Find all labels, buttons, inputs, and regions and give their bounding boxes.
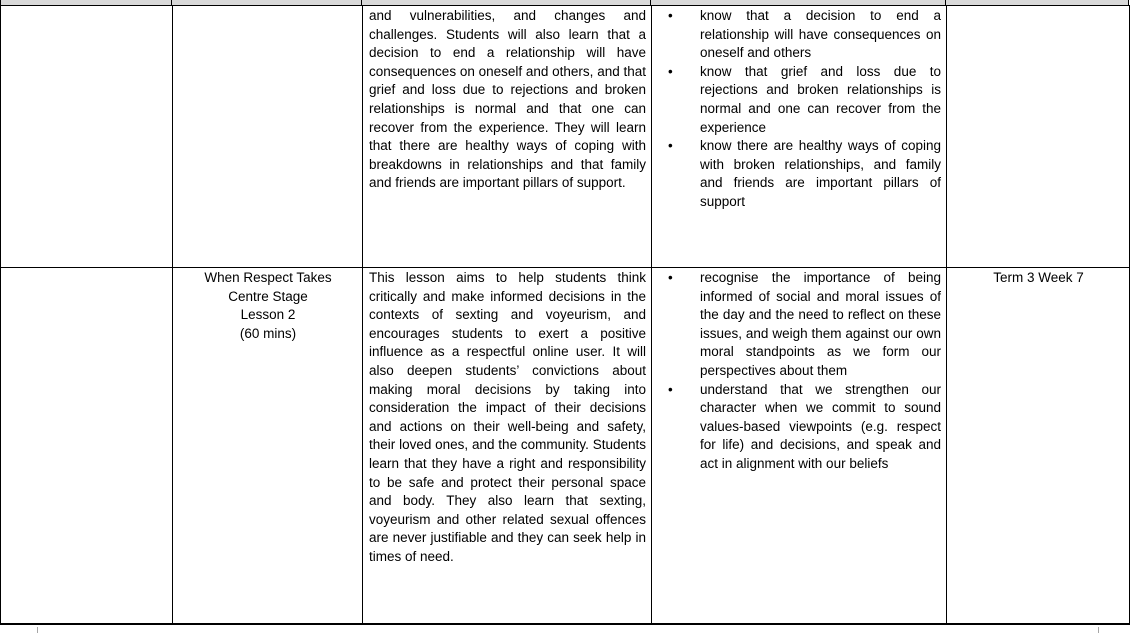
list-item xyxy=(658,7,941,63)
cell-learning-objectives xyxy=(652,6,947,268)
list-item xyxy=(658,269,941,381)
bullet-icon: • xyxy=(668,138,673,154)
cell-lesson-title xyxy=(173,268,363,625)
bullet-icon: • xyxy=(668,381,673,397)
list-item xyxy=(658,381,941,474)
cell-schedule xyxy=(947,6,1130,268)
cell-lesson-description xyxy=(363,268,652,625)
cell-lesson-description xyxy=(363,6,652,268)
lesson-description-text: and vulnerabilities, and changes and challenges. Students will also learn that a decision to end a relationship will have consequences on oneself and others, and that grief and loss due to rejections and broken relationships is normal and that one can recover from the experience. They will learn that there are healthy ways of coping with breakdowns in relationships and that family and friends are important pillars of support. xyxy=(369,8,646,191)
objective-text: know that grief and loss due to rejections and broken relationships is normal and one can recover from the experience xyxy=(700,63,941,135)
bullet-icon: • xyxy=(668,8,673,23)
cell-empty xyxy=(1,268,173,625)
lesson-description-text: This lesson aims to help students think critically and make informed decisions in the contexts of sexting and voyeurism, and encourages students to exert a positive influence as a respectful online user. It will also deepen students’ convictions about making moral decisions by taking into consideration the impact of their decisions and actions on their well-being and safety, their loved ones, and the community. Students learn that they have a right and responsibility to be safe and protect their personal space and body. They also learn that sexting, voyeurism and other related sexual offences are never justifiable and they can seek help in times of need. xyxy=(369,270,646,564)
objective-text: recognise the importance of being informed of social and moral issues of the day and the need to reflect on these issues, and weigh them against our own moral standpoints as we form our perspectives about them xyxy=(700,270,941,378)
objective-text: know there are healthy ways of coping with broken relationships, and family and friends are important pillars of support xyxy=(700,138,941,209)
cell-empty xyxy=(1,6,173,268)
cell-schedule xyxy=(947,268,1130,625)
objective-text: know that a decision to end a relationship will have consequences on oneself and others xyxy=(700,8,941,61)
lesson-duration: (60 mins) xyxy=(239,325,297,341)
bullet-icon: • xyxy=(668,63,673,79)
table-row xyxy=(1,268,1130,625)
next-table-border-tick xyxy=(37,627,38,633)
lesson-number: Lesson 2 xyxy=(240,307,296,323)
table-row xyxy=(1,6,1130,268)
cell-learning-objectives xyxy=(652,268,947,625)
list-item xyxy=(658,137,941,211)
cell-lesson-title xyxy=(173,6,363,268)
bullet-icon: • xyxy=(668,270,673,285)
list-item xyxy=(658,63,941,137)
lesson-plan-table xyxy=(0,5,1130,625)
next-table-border-tick xyxy=(1098,627,1099,633)
schedule-text: Term 3 Week 7 xyxy=(993,270,1084,285)
objective-text: understand that we strengthen our character when we commit to sound values-based viewpoints (e.g. respect for life) and decisions, and speak and act in alignment with our beliefs xyxy=(700,381,941,471)
lesson-title: When Respect Takes Centre Stage xyxy=(204,270,332,304)
